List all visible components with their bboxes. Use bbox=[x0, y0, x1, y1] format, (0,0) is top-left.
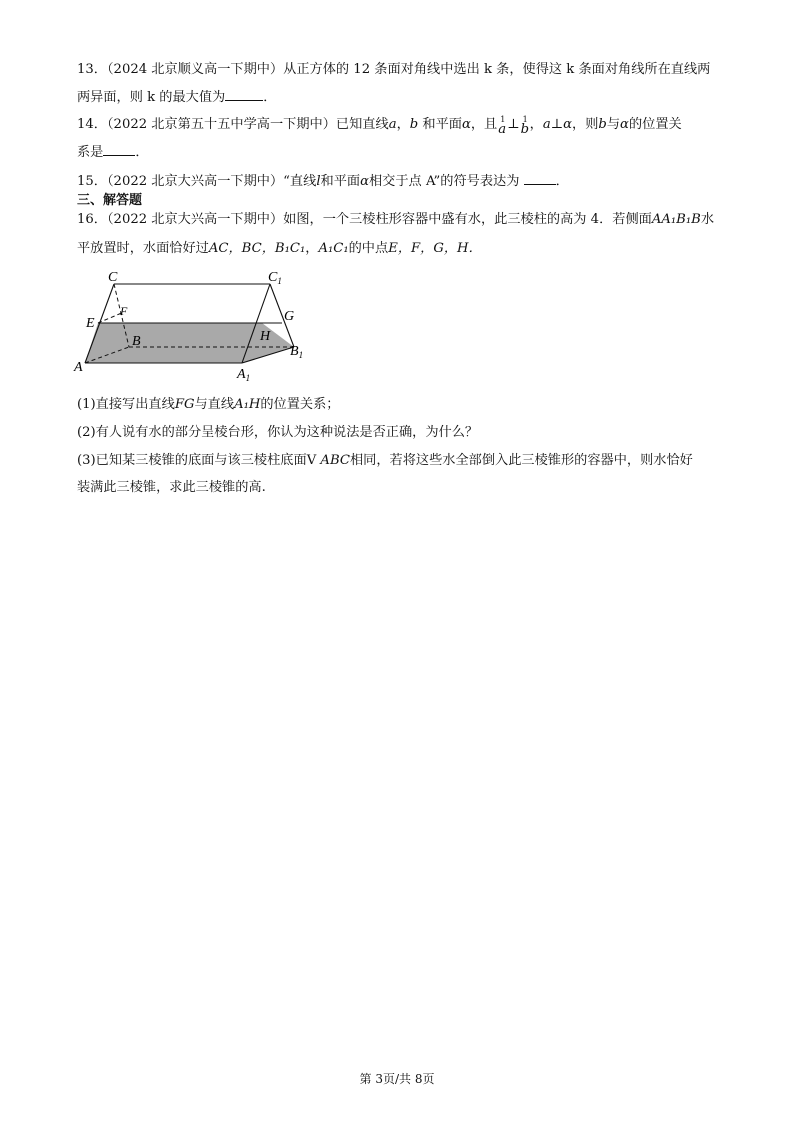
q14-line1 bbox=[77, 114, 727, 137]
label-G: G bbox=[284, 309, 295, 324]
label-A1 bbox=[236, 367, 250, 383]
page-footer: 第 3页/共 8页 bbox=[359, 1072, 435, 1086]
label-A1-letter: A bbox=[237, 367, 246, 382]
q16-text: 的位置关系； bbox=[260, 397, 340, 412]
q13-text: 两异面，则 k 的最大值为 bbox=[77, 90, 226, 105]
line-fg: FG bbox=[174, 397, 195, 412]
label-F: F bbox=[120, 304, 128, 318]
face-label: AA₁B₁B bbox=[651, 212, 701, 227]
q16-sub2: (2)有人说有水的部分呈棱台形，你认为这种说法是否正确，为什么？ bbox=[77, 425, 479, 440]
label-B1 bbox=[290, 344, 303, 360]
q14-line2: 系是 ． bbox=[77, 145, 149, 160]
prism-figure bbox=[72, 270, 312, 385]
triangle-abc: ABC bbox=[320, 453, 350, 468]
label-A1-sub: 1 bbox=[245, 373, 251, 383]
vec-a bbox=[497, 114, 507, 137]
var-b: b bbox=[520, 121, 530, 137]
q16-text: (1)直接写出直线 bbox=[77, 397, 175, 412]
q16-text: 水 bbox=[700, 212, 715, 227]
q16-line1 bbox=[77, 211, 727, 229]
q16-sub3-line1 bbox=[77, 452, 727, 470]
section-heading: 三、解答题 bbox=[77, 193, 143, 208]
answer-blank bbox=[524, 172, 556, 185]
q14-text: ，则 bbox=[572, 117, 599, 132]
q14-text: 和平面 bbox=[418, 117, 462, 132]
var-b: b bbox=[598, 117, 607, 132]
q16-sub3-line2: 装满此三棱锥，求此三棱锥的高. bbox=[77, 480, 266, 495]
segment-a1c1: A₁C₁ bbox=[318, 241, 349, 256]
q14-text: 与 bbox=[606, 117, 621, 132]
q16-sub1 bbox=[77, 396, 727, 414]
q14-text: 系是 bbox=[77, 145, 104, 160]
q14-text: 14．（2022 北京第五十五中学高一下期中）已知直线 bbox=[77, 117, 389, 132]
label-C: C bbox=[108, 270, 118, 285]
q14-text: ，且 bbox=[470, 117, 498, 132]
label-B1-sub: 1 bbox=[298, 350, 304, 360]
q15-text: 相交于点 A”的符号表达为 bbox=[369, 174, 520, 189]
answer-blank bbox=[225, 88, 263, 101]
midpoint-labels: E，F，G，H． bbox=[388, 241, 482, 256]
answer-blank bbox=[103, 143, 135, 156]
q16-sep: ， bbox=[305, 241, 319, 256]
label-C1 bbox=[268, 270, 282, 286]
q15-line: 15．（2022 北京大兴高一下期中）“直线l和平面α相交于点 A”的符号表达为 ． bbox=[77, 174, 569, 189]
q13-line1: 13．（2024 北京顺义高一下期中）从正方体的 12 条面对角线中选出 k 条，使得这 k 条面对角线所在直线两 bbox=[77, 62, 711, 77]
q15-text: 15．（2022 北京大兴高一下期中）“直线 bbox=[77, 174, 317, 189]
label-B: B bbox=[132, 334, 141, 349]
triangle-symbol: V bbox=[306, 453, 317, 468]
var-a: a bbox=[542, 117, 551, 132]
label-C1-sub: 1 bbox=[277, 276, 282, 286]
label-A: A bbox=[74, 360, 83, 375]
perp-symbol: ⊥ bbox=[550, 117, 564, 132]
label-E: E bbox=[86, 316, 95, 331]
q16-line2 bbox=[77, 240, 727, 258]
var-alpha: α bbox=[461, 117, 471, 132]
vec-mark: 1 bbox=[522, 114, 528, 124]
q16-text: 与直线 bbox=[194, 397, 235, 412]
q15-text: 和平面 bbox=[320, 174, 361, 189]
q13-line2: 两异面，则 k 的最大值为 ． bbox=[77, 90, 277, 105]
label-C1-letter: C bbox=[268, 270, 278, 285]
line-a1h: A₁H bbox=[234, 397, 261, 412]
q16-text: 相同，若将这些水全部倒入此三棱锥形的容器中，则水恰好 bbox=[349, 453, 693, 468]
q16-text: 16．（2022 北京大兴高一下期中）如图，一个三棱柱形容器中盛有水，此三棱柱的高为 4．若侧面 bbox=[77, 212, 652, 227]
point-labels: AC，BC， bbox=[208, 241, 275, 256]
segment-b1c1: B₁C₁ bbox=[274, 241, 306, 256]
q16-text: 平放置时，水面恰好过 bbox=[77, 241, 209, 256]
var-alpha: α bbox=[360, 174, 369, 189]
q14-sep: ， bbox=[396, 117, 410, 132]
perp-symbol: ⊥ bbox=[507, 117, 520, 132]
q14-text: 的位置关 bbox=[628, 117, 682, 132]
var-a: a bbox=[388, 117, 397, 132]
label-B1-letter: B bbox=[290, 344, 299, 359]
q16-text: 的中点 bbox=[348, 241, 389, 256]
q16-text: (3)已知某三棱锥的底面与该三棱柱底面 bbox=[77, 453, 307, 468]
var-b: b bbox=[409, 117, 419, 132]
label-H: H bbox=[260, 329, 271, 344]
q14-text: ， bbox=[529, 117, 543, 132]
vec-mark: 1 bbox=[500, 114, 506, 124]
var-a: a bbox=[498, 121, 507, 137]
vec-b bbox=[520, 114, 530, 137]
var-alpha: α bbox=[563, 117, 573, 132]
var-l: l bbox=[316, 174, 321, 189]
var-alpha: α bbox=[620, 117, 629, 132]
